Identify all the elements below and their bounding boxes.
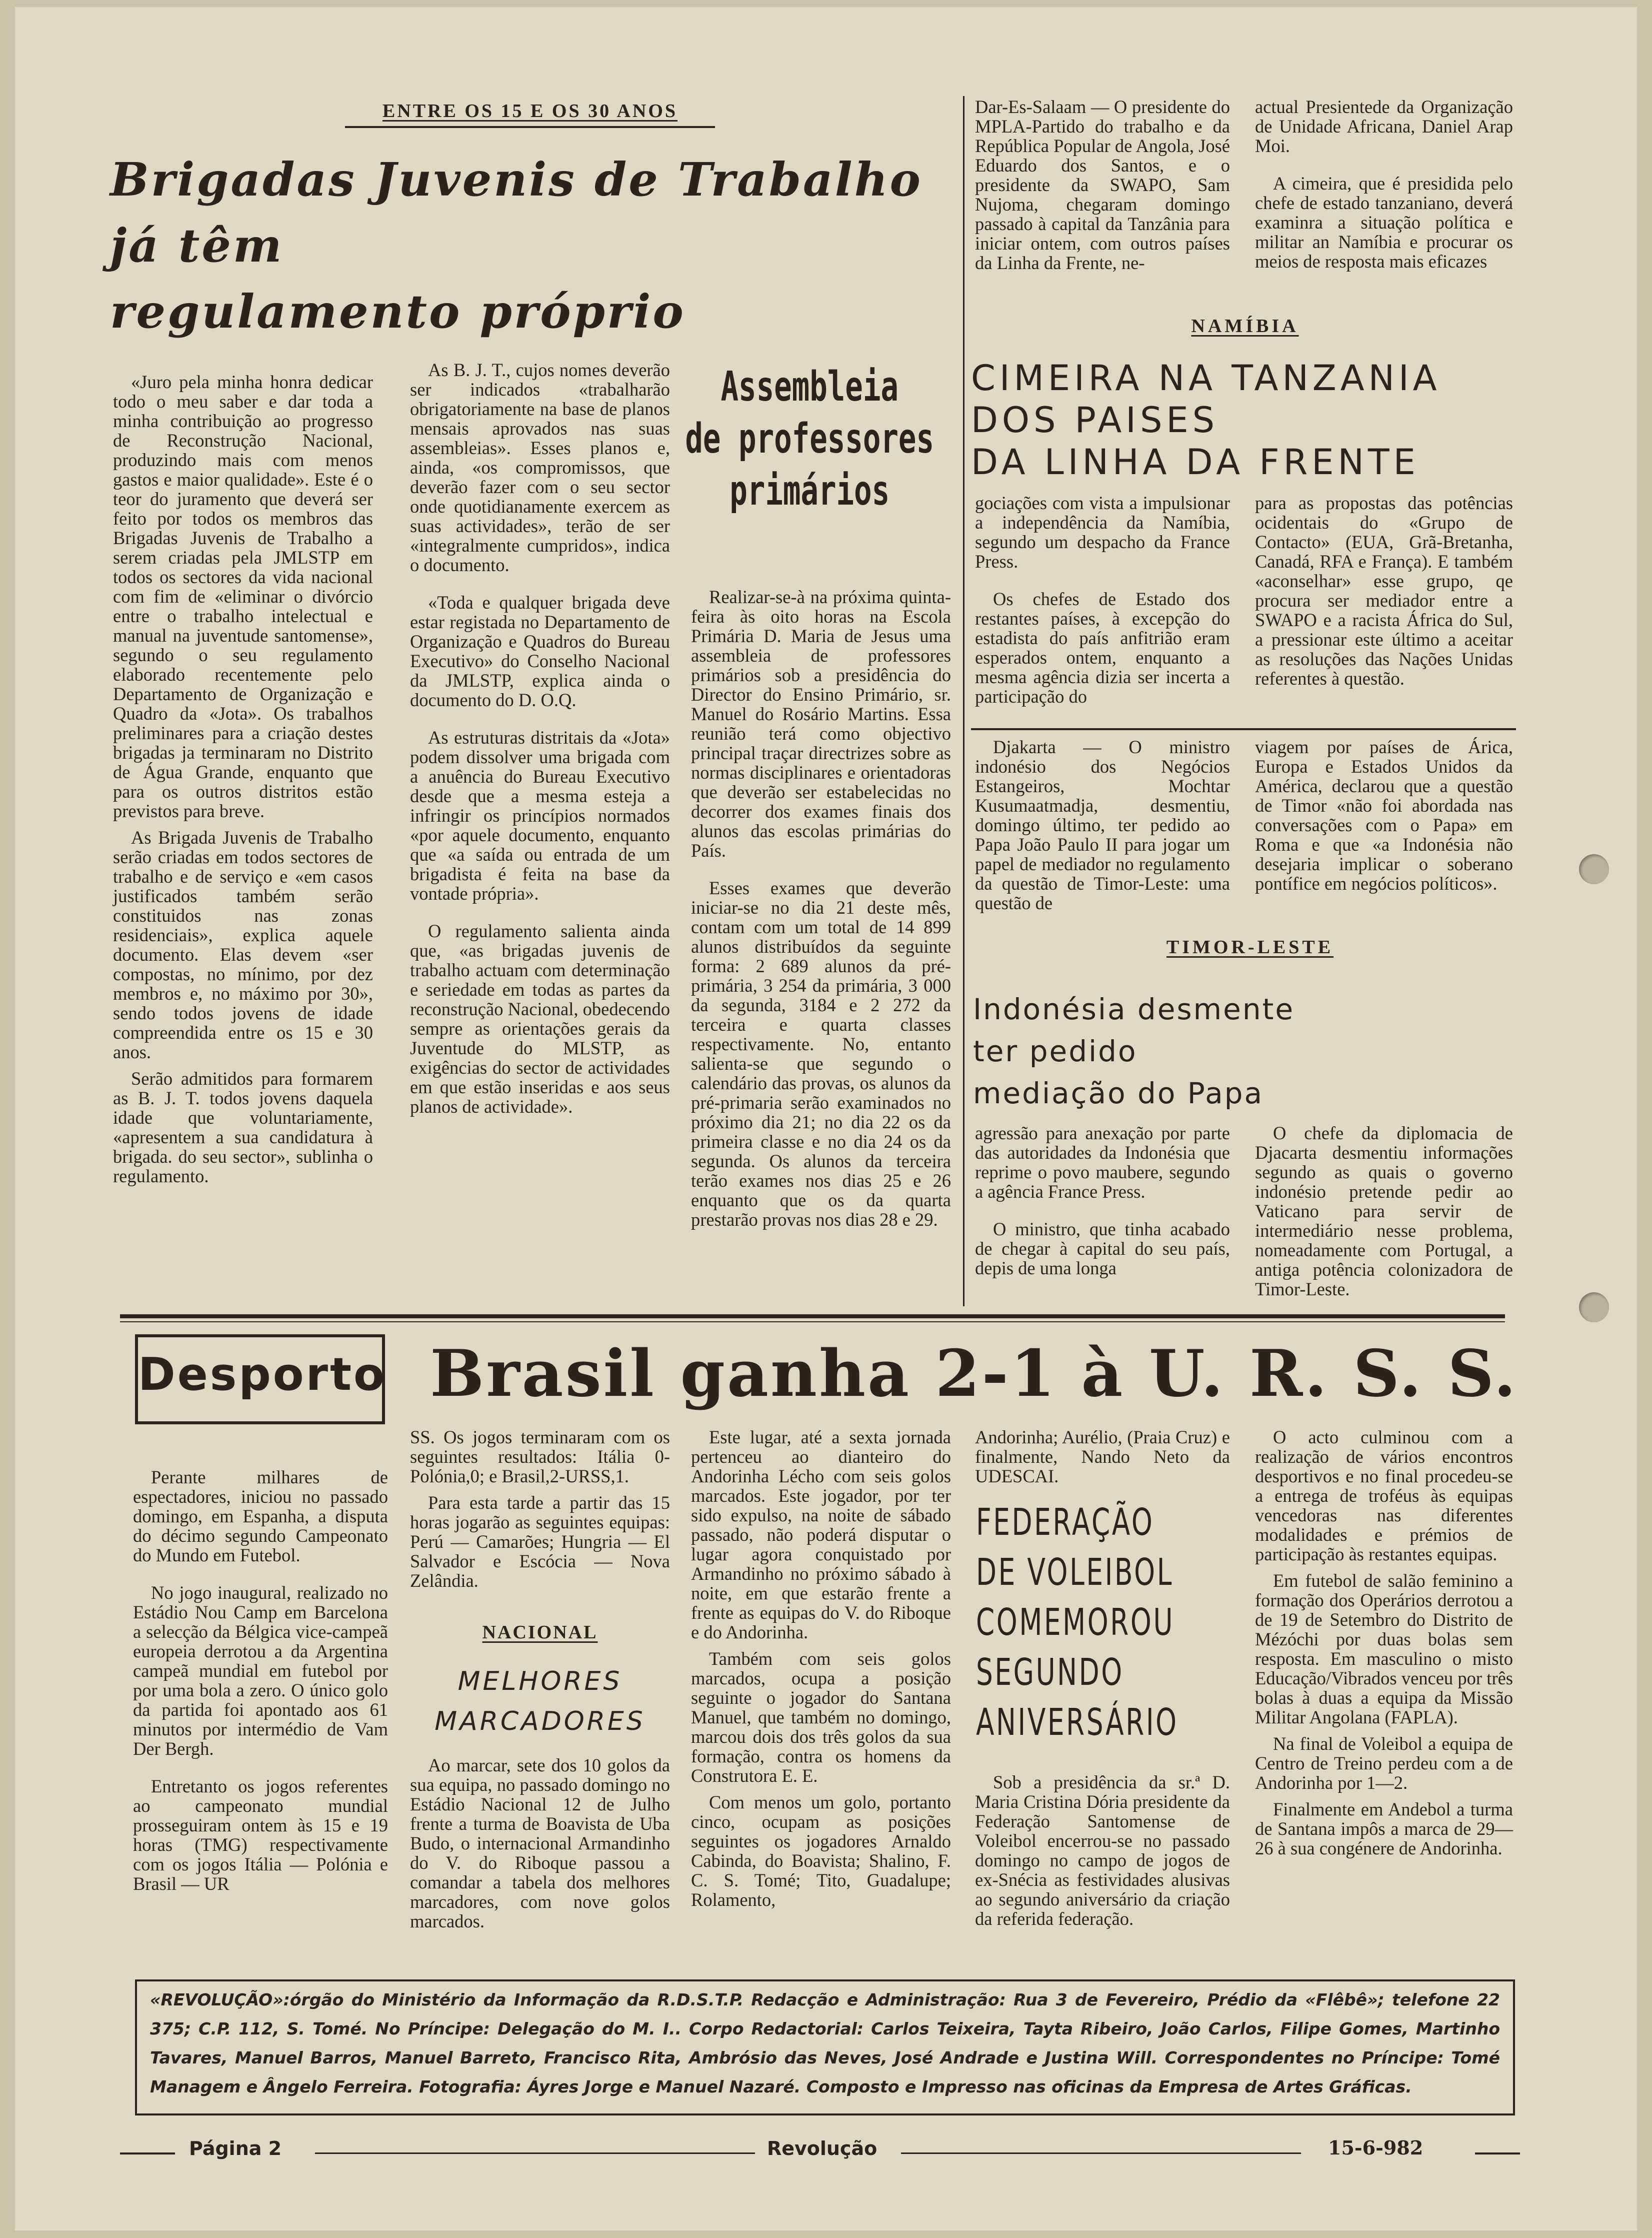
namibia-top-col1-para: Dar-Es-Salaam — O presidente do MPLA-Partido do trabalho e da República Popular de Angola, José Eduardo dos Santos, e o presidente da SWAPO, Sam Nujoma, chegaram domingo passado à capital da Tanzânia para iniciar ontem, com outros países da Linha da Frente, ne- [975,97,1230,273]
brigadas-headline [110,152,970,339]
desporto-col4-bottom-para: Sob a presidência da sr.ª D. Maria Cristina Dória presidente da Federação Santomense de Voleibol encerrou-se no passado domingo no campo de jogos de ex-Snécia as festividades alusivas ao segundo aniversário da criação da referida federação. [975,1772,1230,1929]
brigadas-headline-line2: já têm [110,219,284,273]
federacao-line5: ANIVERSÁRIO [976,1701,1178,1744]
namibia-bottom-col1 [975,493,1230,713]
desporto-top-rule-thin [120,1321,1505,1322]
melhores-line1: MELHORES [458,1666,622,1696]
brigadas-column-1 [113,372,373,1193]
desporto-col2-bottom-para: Ao marcar, sete dos 10 golos da sua equipa, no passado domingo no Estádio Nacional 12 de Julho frente a turma de Boavista de Uba Budo, o internacional Armandinho do V. do Riboque passou a comandar a tabela dos melhores marcadores, com nove golos marcados. [410,1755,670,1931]
footer-rule-mid2 [901,2152,1301,2154]
namibia-headline [971,357,1521,483]
desporto-col2-para: SS. Os jogos terminaram com os seguintes resultados: Itália 0-Polónia,0; e Brasil,2-URSS,1. [410,1427,670,1486]
timor-headline [973,988,1473,1114]
namibia-headline-line2: DOS PAISES [971,400,1219,441]
desporto-col3-para: Com menos um golo, portanto cinco, ocupam as posições seguintes os jogadores Arnaldo Cabinda, do Boavista; Shalino, F. C. S. Tomé; Tito, Guadalupe; Rolamento, [691,1792,951,1910]
desporto-col1 [133,1467,388,1900]
desporto-col2-bottom [410,1755,670,1938]
federacao-line4: SEGUNDO [976,1651,1124,1694]
punch-hole [1579,1292,1609,1322]
page-number: Página 2 [189,2137,282,2159]
brigadas-col2-para: O regulamento salienta ainda que, «as brigadas juvenis de trabalho actuam com determinação e seriedade em todas as partes da reconstrução Nacional, obedecendo sempre as orientações gerais da Juventude do MLSTP, as exigências do sector de actividades em que estão inseridas e aos seus planos de actividade». [410,921,670,1117]
masthead-credits-text: «REVOLUÇÃO»:órgão do Ministério da Informação da R.D.S.T.P. Redacção e Administração: Rua 3 de Fevereiro, Prédio da «Flêbê»; telefone 22 375; C.P. 112, S. Tomé. No Príncipe: Delegação do M. I.. Corpo Redactorial: Carlos Teixeira, Tayta Ribeiro, João Carlos, Filipe Gomes, Martinho Tavares, Manuel Barros, Manuel Barreto, Francisco Rita, Ambrósio das Neves, José Andrade e Justina Will. Correspondentes no Príncipe: Tomé Managem e Ângelo Ferreira. Fotografia: Áyres Jorge e Manuel Nazaré. Composto e Impresso nas oficinas da Empresa de Artes Gráficas. [150,1990,1500,2096]
assembleia-headline-line1: Assembleia [720,363,898,411]
timor-bottom-col2 [1255,1123,1513,1306]
paper-name: Revolução [767,2137,878,2159]
desporto-col5-para: Na final de Voleibol a equipa de Centro de Treino perdeu com a de Andorinha por 1—2. [1255,1733,1513,1793]
namibia-bottom-col1-para: Os chefes de Estado dos restantes países, à excepção do estadista do país anfitrião eram esperados ontem, enquanto a mesma agência dizia ser incerta a participação do [975,589,1230,707]
desporto-col4-bottom [975,1772,1230,1935]
namibia-bottom-col1-para: gociações com vista a impulsionar a independência da Namíbia, segundo um despacho da France Press. [975,493,1230,572]
timor-top-col2 [1255,737,1513,900]
brigadas-column-2 [410,360,670,1123]
brigadas-col1-para: As Brigada Juvenis de Trabalho serão criadas em todos sectores de trabalho e de serviço e «em casos justificados também serão constituidos nas zonas residenciais», explica aquele documento. Elas devem «ser compostas, no mínimo, por dez membros e, no máximo por 30», sendo todos jovens de idade compreendida entre os 15 e 30 anos. [113,827,373,1062]
timor-headline-line2: ter pedido [973,1034,1138,1068]
federacao-headline [976,1497,1206,1747]
namibia-headline-line3: DA LINHA DA FRENTE [971,442,1420,483]
melhores-marcadores-head [410,1661,670,1741]
brigadas-kicker: ENTRE OS 15 E OS 30 ANOS [382,101,678,122]
timor-top-col2-para: viagem por países de Árica, Europa e Estados Unidos da América, declarou que a questão de Timor «não foi abordada nas conversações com o Papa» em Roma e que «a Indonésia não desejaria implicar o soberano pontífice em negócios políticos». [1255,737,1513,894]
desporto-col1-para: Perante milhares de espectadores, iniciou no passado domingo, em Espanha, a disputa do décimo segundo Campeonato do Mundo em Futebol. [133,1467,388,1565]
namibia-top-col2-para: actual Presientede da Organização de Unidade Africana, Daniel Arap Moi. [1255,97,1513,156]
federacao-line1: FEDERAÇÃO [976,1501,1154,1544]
brigadas-headline-line3: regulamento próprio [110,285,686,339]
brigadas-col1-para: Serão admitidos para formarem as B. J. T. todos jovens daquela idade que voluntariamente, «apresentem a sua candidatura à brigada. do seu sector», sublinha o regulamento. [113,1068,373,1186]
timor-bottom-col1-para: O ministro, que tinha acabado de chegar à capital do seu país, depis de uma longa [975,1219,1230,1278]
timor-top-col1 [975,737,1230,920]
punch-hole [1579,854,1609,884]
footer-rule-right [1475,2152,1520,2154]
desporto-col1-para: No jogo inaugural, realizado no Estádio Nou Camp em Barcelona a selecção da Bélgica vice-campeã europeia derrotou a da Argentina campeã mundial em futebol por por uma bola a zero. O único golo da partida foi apontado aos 61 minutos por intermédio de Vam Der Bergh. [133,1582,388,1759]
timor-headline-line1: Indonésia desmente [973,992,1295,1026]
timor-bottom-col1-para: agressão para anexação por parte das autoridades da Indonésia que reprime o povo maubere, segundo a agência France Press. [975,1123,1230,1202]
namibia-top-col1 [975,97,1230,280]
masthead-credits-box [135,1979,1515,2115]
desporto-col1-para: Entretanto os jogos referentes ao campeonato mundial prosseguiram ontem às 15 e 19 horas (TMG) respectivamente com os jogos Itália — Polónia e Brasil — UR [133,1776,388,1894]
assembleia-headline [680,361,939,517]
column-divider [963,96,964,1306]
brigadas-col2-para: «Toda e qualquer brigada deve estar registada no Departamento de Organização e Quadros do Bureau Executivo» do Conselho Nacional da JMLSTP, explica ainda o documento do D. O.Q. [410,592,670,710]
timor-bottom-col2-para: O chefe da diplomacia de Djacarta desmentiu informações segundo as quais o governo indonésio pretende pedir ao Vaticano para servir de intermediário nesse problema, nomeadamente com Portugal, a antiga potência colonizadora de Timor-Leste. [1255,1123,1513,1299]
desporto-col4-top-para: Andorinha; Aurélio, (Praia Cruz) e finalmente, Nando Neto da UDESCAI. [975,1427,1230,1486]
namibia-headline-line1: CIMEIRA NA TANZANIA [971,358,1441,399]
desporto-col3 [691,1427,951,1916]
desporto-col4-top [975,1427,1230,1493]
timor-headline-line3: mediação do Papa [973,1076,1264,1110]
desporto-col2-para: Para esta tarde a partir das 15 horas jogarão as seguintes equipas: Perú — Camarões; Hungria — El Salvador e Escócia — Nova Zelândia. [410,1492,670,1591]
assembleia-headline-line2: de professores [685,415,934,463]
issue-date: 15-6-982 [1328,2136,1424,2159]
desporto-col2-top [410,1427,670,1597]
desporto-col5-para: Em futebol de salão feminino a formação dos Operários derrotou a de 19 de Setembro do Distrito de Mézóchi por duas bolas sem resposta. Em masculino o misto Educação/Vibrados venceu por três bolas à duas a equipa da Missão Militar Angolana (FAPLA). [1255,1570,1513,1727]
melhores-line2: MARCADORES [434,1706,646,1736]
timor-label: TIMOR-LESTE [1166,937,1334,958]
desporto-col3-para: Também com seis golos marcados, ocupa a posição seguinte o jogador do Santana Manuel, que também no domingo, marcou dois dos três golos da sua formação, contra os homens da Construtora E. E. [691,1648,951,1786]
namibia-top-col2 [1255,97,1513,278]
timor-bottom-col1 [975,1123,1230,1285]
brigadas-col2-para: As estruturas distritais da «Jota» podem dissolver uma brigada com a anuência do Bureau Executivo desde que a mesma esteja a infringir os princípios normados «por aquele documento, enquanto que «a saída ou entrada de um brigadista é feita na base da vontade própria». [410,727,670,904]
assembleia-headline-line3: primários [730,467,890,515]
timor-top-col1-para: Djakarta — O ministro indonésio dos Negócios Estangeiros, Mochtar Kusumaatmadja, desmentiu, domingo último, ter pedido ao Papa João Paulo II para jogar um papel de mediador no regulamento da questão de Timor-Leste: uma questão de [975,737,1230,913]
namibia-bottom-col2 [1255,493,1513,695]
assembleia-para: Esses exames que deverão iniciar-se no dia 21 deste mês, contam com um total de 14 899 alunos distribuídos da seguinte forma: 2 689 alunos da pré-primária, 3 254 da primária, 3 000 da segunda, 3184 e 2 272 da terceira e quarta classes respectivamente. No, entanto salienta-se que segundo o calendário das provas, os alunos da pré-primaria serão examinados no próximo dia 21; no dia 22 os da primeira classe e no dia 24 os da segunda. Os alunos da terceira terão exames nos dias 25 e 26 enquanto que os da quarta prestarão provas nos dias 28 e 29. [691,878,951,1230]
desporto-col5-para: O acto culminou com a realização de vários encontros desportivos e no final procedeu-se a entrega de troféus às equipas vencedoras nas diferentes modalidades e prémios de participação às restantes equipas. [1255,1427,1513,1564]
desporto-col3-para: Este lugar, até a sexta jornada pertenceu ao dianteiro do Andorinha Lécho com seis golos marcados. Este jogador, por ter sido expulso, na noite de sábado passado, não poderá disputar o lugar agora conquistado por Armandinho no próximo sábado à noite, em que estarão frente a frente as equipas do V. do Riboque e do Andorinha. [691,1427,951,1642]
federacao-line3: COMEMOROU [976,1601,1175,1644]
namibia-top-col2-para: A cimeira, que é presidida pelo chefe de estado tanzaniano, deverá examinra a situação política e militar an Namíbia e procurar os meios de resposta mais eficazes [1255,173,1513,272]
federacao-line2: DE VOLEIBOL [976,1551,1174,1594]
footer-rule-left [120,2152,175,2154]
desporto-col5-para: Finalmente em Andebol a turma de Santana impôs a marca de 29—26 à sua congénere de Andorinha. [1255,1799,1513,1858]
desporto-top-rule [120,1314,1505,1318]
namibia-bottom-col2-para: para as propostas das potências ocidentais do «Grupo de Contacto» (EUA, Grã-Bretanha, Canadá, RFA e França). E também «aconselhar» esse grupo, qe procura ser mediador entre a SWAPO e a racista África do Sul, a pressionar este último a aceitar as resoluções das Nações Unidas referentes à questão. [1255,493,1513,689]
brigadas-headline-line1: Brigadas Juvenis de Trabalho [110,153,922,207]
footer-rule-mid1 [315,2152,755,2154]
assembleia-para: Realizar-se-à na próxima quinta-feira às oito horas na Escola Primária D. Maria de Jesus uma assembleia de professores primários sob a presidência do Director do Ensino Primário, sr. Manuel do Rosário Martins. Essa reunião terá como objectivo principal traçar directrizes sobre as normas disciplinares e orientadoras que deverão ser estabelecidas no decorrer dos exames finais dos alunos das escolas primárias do País. [691,587,951,861]
newspaper-page [15,7,1637,2230]
brigadas-col2-para: As B. J. T., cujos nomes deverão ser indicados «trabalharão obrigatoriamente na base de planos mensais aprovados nas suas assembleias». Esses planos e, ainda, «os compromissos, que deverão fazer com o seu sector onde quotidianamente exercem as suas actividades», terão de ser «integralmente cumpridos», indica o documento. [410,360,670,575]
nacional-label: NACIONAL [482,1622,598,1643]
assembleia-column [691,587,951,1236]
desporto-col5 [1255,1427,1513,1865]
kicker-underline [345,126,715,128]
brigadas-col1-para: «Juro pela minha honra dedicar todo o meu saber e dar toda a minha contribuição ao progresso de Reconstrução Nacional, produzindo mais com menos gastos e maior qualidade». Este é o teor do juramento que deverá ser feito por todos os membros das Brigadas Juvenis de Trabalho a serem criadas pela JMLSTP em todos os sectores da vida nacional com fim de «eliminar o divórcio entre o trabalho intelectual e manual na juventude santomense», segundo o seu regulamento elaborado recentemente pelo Departamento de Organização e Quadro da «Jota». Os trabalhos preliminares para a criação destes brigadas ja terminaram no Distrito de Água Grande, enquanto que para os outros distritos estão previstos para breve. [113,372,373,821]
namibia-label: NAMÍBIA [1191,316,1299,337]
desporto-box: Desporto [135,1334,385,1424]
namibia-timor-divider [971,728,1516,730]
brasil-headline: Brasil ganha 2-1 à U. R. S. S. [430,1336,1518,1411]
